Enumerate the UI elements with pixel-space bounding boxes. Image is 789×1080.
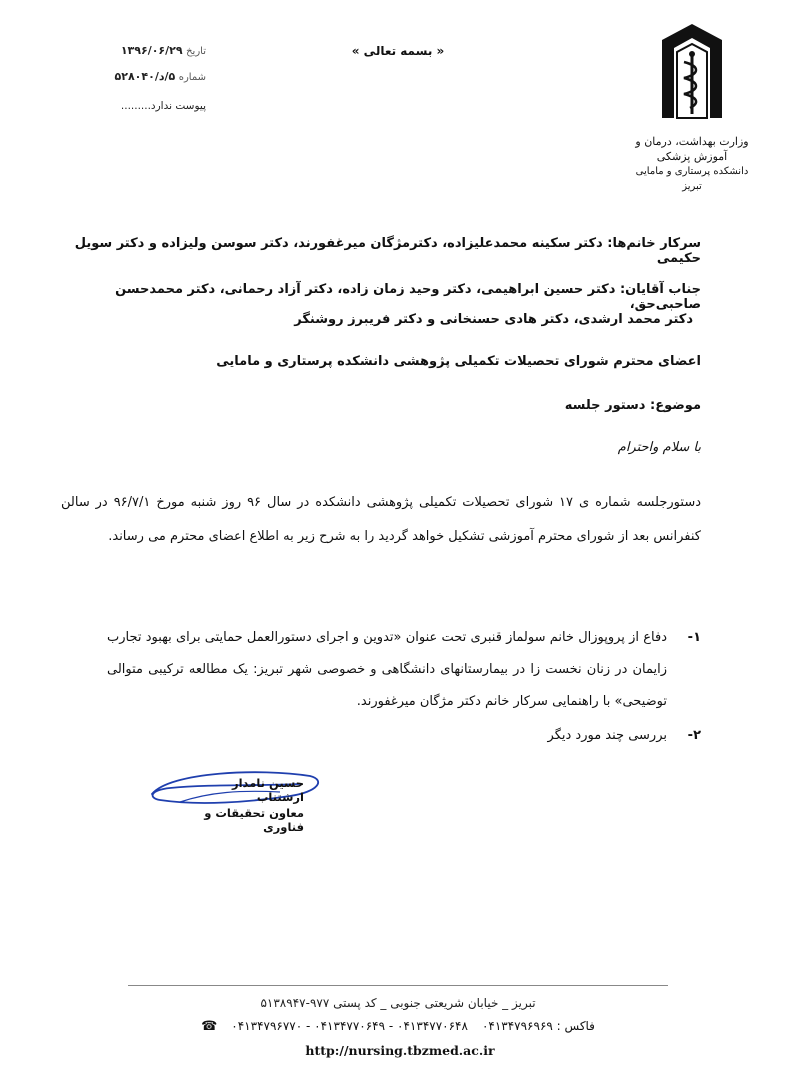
logo-caption-faculty: دانشکده پرستاری و مامایی تبریز — [635, 166, 749, 192]
date-label: تاریخ — [186, 46, 206, 57]
number-value: ۵/د/۵۲۸۰۴۰ — [114, 70, 176, 83]
footer-fax: فاکس : ۰۴۱۳۴۷۹۶۹۶۹ — [481, 1019, 595, 1033]
agenda-number: ۱- — [687, 630, 701, 645]
agenda-number: ۲- — [687, 728, 701, 743]
agenda-item — [61, 720, 701, 752]
addressee-gentlemen-line2: دکتر محمد ارشدی، دکتر هادی حسنخانی و دکتر فریبرز روشنگر — [294, 312, 693, 327]
attachment-line: پیوست ندارد......... — [120, 100, 206, 112]
footer-divider — [128, 985, 668, 986]
agenda-list — [61, 622, 701, 752]
addressee-council: اعضای محترم شورای تحصیلات تکمیلی پژوهشی دانشکده پرستاری و مامایی — [216, 354, 701, 369]
date-value: ۱۳۹۶/۰۶/۲۹ — [120, 44, 183, 57]
signatory-name: حسین نامدار ارشتناب — [232, 776, 304, 804]
bismillah-heading: « بسمه تعالی » — [351, 44, 445, 58]
agenda-text: بررسی چند مورد دیگر — [547, 728, 667, 743]
phone-icon: ☎ — [201, 1019, 218, 1034]
agenda-text: دفاع از پروپوزال خانم سولماز قنبری تحت عنوان «تدوین و اجرای دستورالعمل حمایتی برای بهبود تجارب زایمان در زنان نخست زا در بیمارستانهای دانشگاهی و خصوصی شهر تبریز: یک مطالعه ترکیبی متوالی توضیحی» با راهنمایی سرکار خانم دکتر مژگان میرغفورند. — [107, 630, 667, 709]
signatory-title: معاون تحقیقات و فناوری — [204, 806, 304, 834]
number-label: شماره — [178, 72, 206, 83]
agenda-item — [61, 622, 701, 718]
footer-contact — [148, 1019, 648, 1034]
footer-phones: ۰۴۱۳۴۷۷۰۶۴۸ - ۰۴۱۳۴۷۷۰۶۴۹ - ۰۴۱۳۴۷۹۶۷۷۰ — [231, 1019, 468, 1033]
logo-caption-ministry: وزارت بهداشت، درمان و آموزش پزشکی — [635, 135, 749, 163]
greeting-line: با سلام واحترام — [617, 440, 701, 455]
addressee-gentlemen-line1: جناب آقایان: دکتر حسین ابراهیمی، دکتر وحید زمان زاده، دکتر آزاد رحمانی، دکتر محمدحسن صاحبی‌حق، — [115, 282, 701, 312]
footer-address: تبریز _ خیابان شریعتی جنوبی _ کد پستی ۹۷۷-۵۱۳۸۹۴۷ — [260, 996, 536, 1010]
subject-line: موضوع: دستور جلسه — [564, 398, 701, 413]
addressee-ladies: سرکار خانم‌ها: دکتر سکینه محمدعلیزاده، دکترمژگان میرغفورند، دکتر سوسن ولیزاده و دکتر سویل حکیمی — [74, 236, 701, 266]
university-logo — [632, 18, 752, 192]
emblem-icon — [632, 18, 752, 128]
body-paragraph: دستورجلسه شماره ی ۱۷ شورای تحصیلات تکمیلی پژوهشی دانشکده در سال ۹۶ روز شنبه مورخ ۹۶/۷/۱ در سالن کنفرانس بعد از شورای محترم آموزشی تشکیل خواهد گردید را به شرح زیر به اطلاع اعضای محترم می رساند. — [61, 495, 701, 544]
date-line — [86, 44, 206, 57]
number-line — [86, 70, 206, 83]
website-link[interactable]: http://nursing.tbzmed.ac.ir — [305, 1043, 495, 1058]
